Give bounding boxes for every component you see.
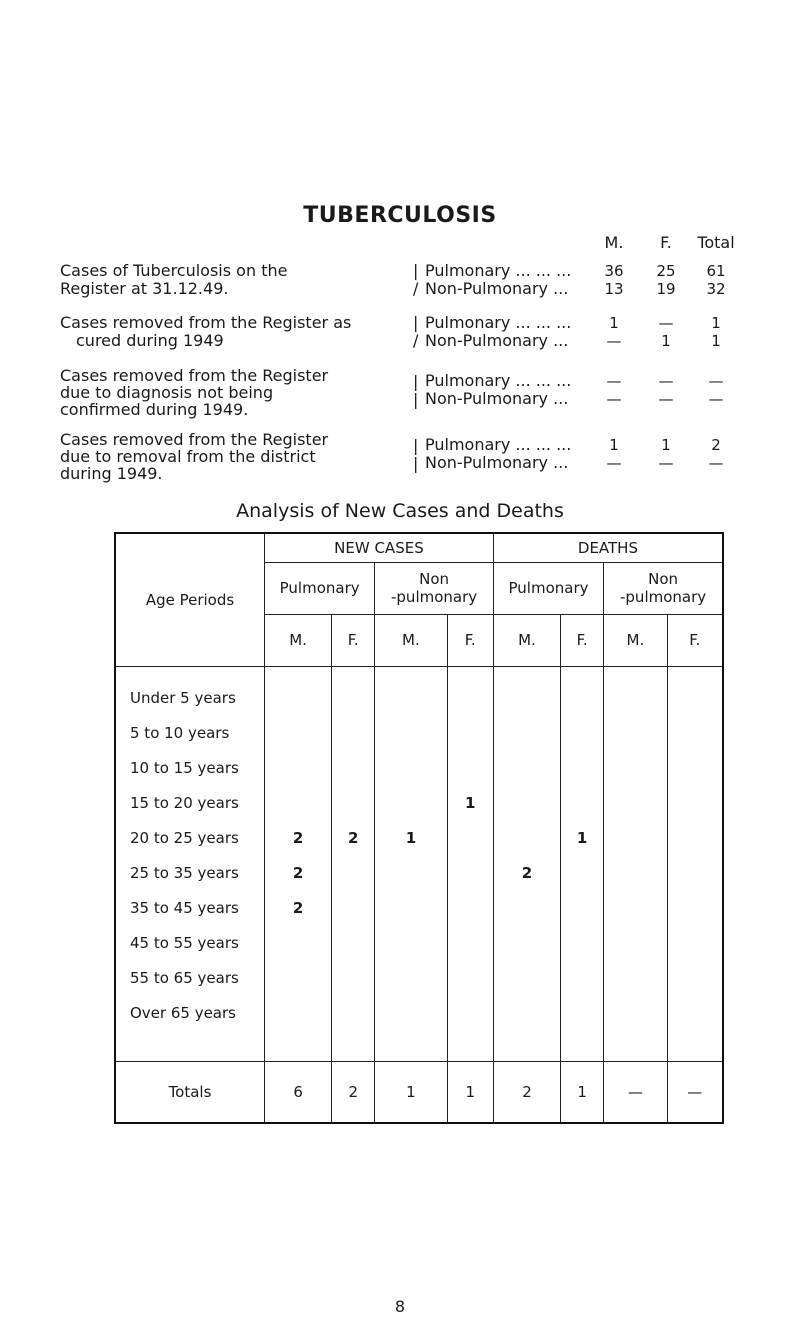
- cell-value: 2: [292, 863, 304, 882]
- cell-value: [561, 751, 603, 786]
- cell-value: [494, 996, 560, 1031]
- section-label: Register at 31.12.49.: [60, 279, 229, 298]
- value-total: 2: [711, 436, 721, 454]
- cell-value: [561, 996, 603, 1031]
- cell-value: [448, 821, 493, 856]
- category-label: Non-Pulmonary ...: [425, 331, 569, 350]
- section-label: Cases removed from the Register: [60, 430, 329, 449]
- cell-value: [448, 926, 493, 961]
- col-m: M.: [604, 614, 667, 666]
- deaths-non-pulmonary-m-values: [604, 666, 667, 1061]
- cell-value: [332, 751, 374, 786]
- cell-value: [332, 856, 374, 891]
- header-total: Total: [697, 233, 735, 252]
- total-value: —: [604, 1061, 667, 1123]
- cell-value: [668, 716, 722, 751]
- cell-value: [375, 681, 446, 716]
- value-m: 13: [604, 280, 624, 298]
- cell-value: [561, 856, 603, 891]
- age-period: Over 65 years: [130, 1003, 236, 1022]
- new-non-pulmonary-header: Non -pulmonary: [375, 562, 494, 614]
- section-label: Cases removed from the Register: [60, 366, 329, 385]
- cell-value: [375, 751, 446, 786]
- section-label: Cases of Tuberculosis on the: [60, 261, 288, 280]
- age-period: 25 to 35 years: [130, 863, 239, 882]
- age-period: 45 to 55 years: [130, 933, 239, 952]
- totals-label: Totals: [115, 1061, 265, 1123]
- cell-value: [332, 891, 374, 926]
- total-value: 6: [265, 1061, 332, 1123]
- age-period: 10 to 15 years: [130, 758, 239, 777]
- cell-value: [448, 751, 493, 786]
- cell-value: [561, 926, 603, 961]
- cell-value: [604, 821, 666, 856]
- col-m: M.: [493, 614, 560, 666]
- cell-value: [561, 961, 603, 996]
- section-label: during 1949.: [60, 464, 163, 483]
- category-label: Non-Pulmonary ...: [425, 389, 569, 408]
- section-label: confirmed during 1949.: [60, 400, 249, 419]
- cell-value: [604, 716, 666, 751]
- total-value: 1: [375, 1061, 447, 1123]
- total-value: 2: [332, 1061, 375, 1123]
- value-f: —: [658, 372, 674, 390]
- new-pulmonary-m-values: [265, 666, 332, 1061]
- age-period: 20 to 25 years: [130, 828, 239, 847]
- col-m: M.: [375, 614, 447, 666]
- cell-value: [561, 681, 603, 716]
- age-period: 5 to 10 years: [130, 723, 230, 742]
- age-period: Under 5 years: [130, 688, 236, 707]
- cell-value: [494, 821, 560, 856]
- cell-value: [604, 786, 666, 821]
- cell-value: [332, 786, 374, 821]
- value-f: —: [658, 454, 674, 472]
- category-label: Pulmonary ... ... ...: [425, 371, 572, 390]
- analysis-table: [114, 532, 724, 1124]
- total-value: 1: [561, 1061, 604, 1123]
- col-f: F.: [447, 614, 493, 666]
- value-m: —: [606, 390, 622, 408]
- analysis-subtitle: Analysis of New Cases and Deaths: [236, 500, 564, 522]
- header-m: M.: [604, 233, 624, 252]
- new-pulmonary-f-values: [332, 666, 375, 1061]
- cell-value: [494, 681, 560, 716]
- deaths-pulmonary-f-values: [561, 666, 604, 1061]
- section-label: Cases removed from the Register as: [60, 313, 352, 332]
- value-f: 1: [661, 436, 671, 454]
- brace: |: [413, 313, 419, 332]
- age-period: 15 to 20 years: [130, 793, 239, 812]
- cell-value: [265, 786, 331, 821]
- brace: |: [413, 436, 419, 455]
- cell-value: [375, 716, 446, 751]
- cell-value: [265, 751, 331, 786]
- brace: |: [413, 261, 419, 280]
- header-f: F.: [660, 233, 672, 252]
- cell-value: [332, 681, 374, 716]
- page-title: TUBERCULOSIS: [303, 203, 497, 228]
- new-non-pulmonary-f-values: [447, 666, 493, 1061]
- age-periods-header: Age Periods: [115, 533, 265, 666]
- cell-value: [265, 961, 331, 996]
- cell-value: [448, 891, 493, 926]
- age-period: 35 to 45 years: [130, 898, 239, 917]
- cell-value: [604, 961, 666, 996]
- cell-value: [668, 821, 722, 856]
- cell-value: [494, 891, 560, 926]
- cell-value: 1: [576, 828, 588, 847]
- cell-value: [448, 996, 493, 1031]
- cell-value: [494, 961, 560, 996]
- value-total: 32: [706, 280, 726, 298]
- brace: |: [413, 372, 419, 391]
- cell-value: [265, 996, 331, 1031]
- cell-value: [668, 856, 722, 891]
- category-label: Pulmonary ... ... ...: [425, 261, 572, 280]
- cell-value: [604, 996, 666, 1031]
- cell-value: [604, 856, 666, 891]
- cell-value: [668, 961, 722, 996]
- cell-value: [265, 926, 331, 961]
- cell-value: [375, 926, 446, 961]
- new-non-pulmonary-m-values: [375, 666, 447, 1061]
- cell-value: [332, 926, 374, 961]
- cell-value: 2: [521, 863, 533, 882]
- value-total: 61: [706, 262, 726, 280]
- cell-value: [375, 996, 446, 1031]
- value-m: —: [606, 332, 622, 350]
- value-m: 1: [609, 436, 619, 454]
- cell-value: [448, 716, 493, 751]
- value-total: —: [708, 454, 724, 472]
- value-f: 19: [656, 280, 676, 298]
- col-f: F.: [561, 614, 604, 666]
- value-m: —: [606, 372, 622, 390]
- category-label: Pulmonary ... ... ...: [425, 313, 572, 332]
- brace: |: [413, 390, 419, 409]
- cell-value: [494, 786, 560, 821]
- deaths-pulmonary-m-values: [493, 666, 560, 1061]
- value-m: —: [606, 454, 622, 472]
- value-f: —: [658, 390, 674, 408]
- section-label: cured during 1949: [76, 331, 224, 350]
- value-total: 1: [711, 332, 721, 350]
- value-total: —: [708, 390, 724, 408]
- col-f: F.: [667, 614, 723, 666]
- cell-value: [668, 996, 722, 1031]
- cell-value: [561, 716, 603, 751]
- col-m: M.: [265, 614, 332, 666]
- cell-value: [375, 856, 446, 891]
- value-f: 25: [656, 262, 676, 280]
- value-m: 36: [604, 262, 624, 280]
- deaths-non-pulmonary-f-values: [667, 666, 723, 1061]
- cell-value: [561, 891, 603, 926]
- cell-value: 2: [292, 828, 304, 847]
- cell-value: [561, 786, 603, 821]
- cell-value: [604, 681, 666, 716]
- cell-value: [494, 716, 560, 751]
- cell-value: [448, 961, 493, 996]
- cell-value: [332, 961, 374, 996]
- deaths-non-pulmonary-header: Non -pulmonary: [604, 562, 723, 614]
- cell-value: [494, 926, 560, 961]
- category-label: Non-Pulmonary ...: [425, 453, 569, 472]
- cell-value: [668, 891, 722, 926]
- cell-value: [494, 751, 560, 786]
- cell-value: [604, 751, 666, 786]
- cell-value: [604, 891, 666, 926]
- cell-value: [604, 926, 666, 961]
- cell-value: [448, 681, 493, 716]
- section-label: due to diagnosis not being: [60, 383, 274, 402]
- cell-value: [332, 996, 374, 1031]
- cell-value: [375, 961, 446, 996]
- total-value: 1: [447, 1061, 493, 1123]
- cell-value: [668, 786, 722, 821]
- age-period: 55 to 65 years: [130, 968, 239, 987]
- brace: /: [413, 331, 419, 350]
- total-value: 2: [493, 1061, 560, 1123]
- cell-value: [668, 926, 722, 961]
- cell-value: [448, 856, 493, 891]
- brace: |: [413, 454, 419, 473]
- deaths-pulmonary-header: Pulmonary: [493, 562, 603, 614]
- cell-value: [265, 716, 331, 751]
- brace: /: [413, 279, 419, 298]
- cell-value: 1: [405, 828, 417, 847]
- value-m: 1: [609, 314, 619, 332]
- col-f: F.: [332, 614, 375, 666]
- cell-value: [668, 681, 722, 716]
- new-cases-header: NEW CASES: [265, 533, 494, 562]
- cell-value: [375, 891, 446, 926]
- new-pulmonary-header: Pulmonary: [265, 562, 375, 614]
- cell-value: 1: [465, 793, 476, 812]
- category-label: Non-Pulmonary ...: [425, 279, 569, 298]
- value-total: —: [708, 372, 724, 390]
- value-total: 1: [711, 314, 721, 332]
- total-value: —: [667, 1061, 723, 1123]
- cell-value: 2: [348, 828, 359, 847]
- cell-value: [332, 716, 374, 751]
- deaths-header: DEATHS: [493, 533, 723, 562]
- cell-value: [265, 681, 331, 716]
- age-periods-list: [115, 666, 265, 1061]
- category-label: Pulmonary ... ... ...: [425, 435, 572, 454]
- cell-value: [668, 751, 722, 786]
- cell-value: [375, 786, 446, 821]
- cell-value: 2: [292, 898, 304, 917]
- section-label: due to removal from the district: [60, 447, 316, 466]
- value-f: 1: [661, 332, 671, 350]
- value-f: —: [658, 314, 674, 332]
- page-number: 8: [394, 1297, 406, 1316]
